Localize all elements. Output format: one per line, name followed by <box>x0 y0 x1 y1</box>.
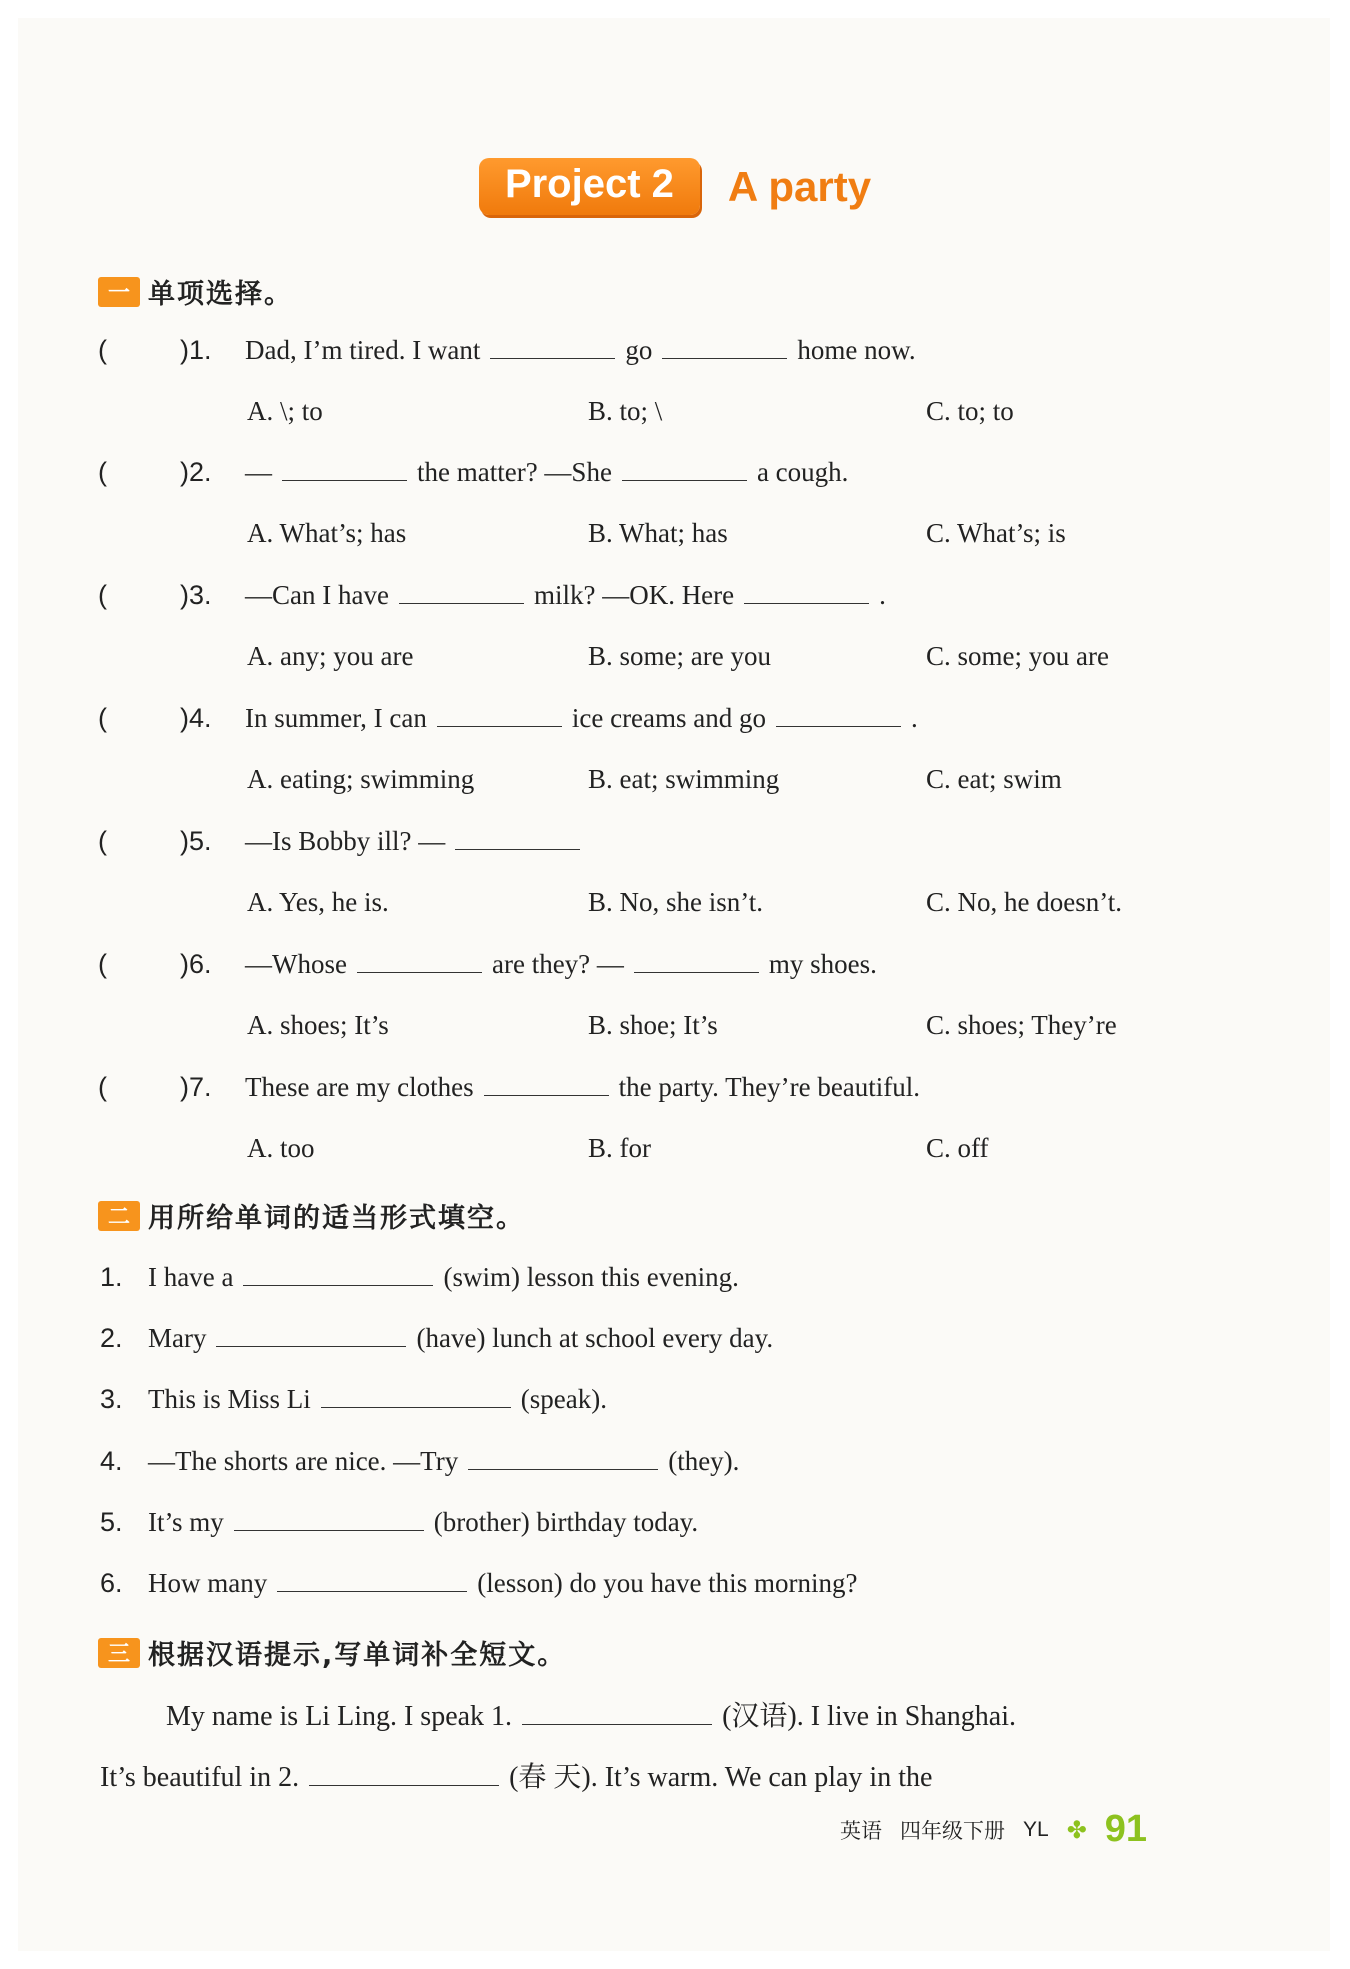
question-6 <box>0 944 1350 984</box>
question-5 <box>0 821 1350 861</box>
answer-paren: ( <box>98 703 107 733</box>
page-footer <box>840 1808 1147 1851</box>
item-number: 4. <box>100 1446 123 1476</box>
answer-blank[interactable] <box>321 1381 511 1408</box>
question-text: —Whose are they? — my shoes. <box>245 944 877 984</box>
answer-blank[interactable] <box>455 823 580 850</box>
question-3 <box>0 575 1350 615</box>
section-1-heading <box>98 272 293 311</box>
answer-blank[interactable] <box>399 577 524 604</box>
question-2 <box>0 452 1350 492</box>
passage <box>100 1686 1220 1808</box>
question-7 <box>0 1067 1350 1107</box>
question-number: )2. <box>180 457 212 487</box>
option-a: A. What’s; has <box>247 518 407 548</box>
section-2-heading <box>98 1196 525 1235</box>
question-number: )1. <box>180 335 212 365</box>
fill-item-1 <box>0 1257 1350 1297</box>
option-a: A. any; you are <box>247 641 414 671</box>
answer-blank[interactable] <box>622 454 747 481</box>
section-2-title: 用所给单词的适当形式填空。 <box>148 1203 525 1234</box>
option-a: A. \; to <box>247 396 323 426</box>
fill-item-2 <box>0 1318 1350 1358</box>
option-c: C. some; you are <box>926 641 1109 671</box>
question-text: These are my clothes the party. They’re beautiful. <box>245 1067 920 1107</box>
option-a: A. shoes; It’s <box>247 1010 389 1040</box>
answer-paren: ( <box>98 335 107 365</box>
fill-item-4 <box>0 1441 1350 1481</box>
question-1 <box>0 330 1350 370</box>
options-4 <box>0 759 1350 799</box>
fill-item-5 <box>0 1502 1350 1542</box>
question-text: —Can I have milk? —OK. Here . <box>245 575 886 615</box>
section-3-heading <box>98 1633 566 1672</box>
option-b: B. shoe; It’s <box>588 1010 718 1040</box>
option-c: C. eat; swim <box>926 764 1062 794</box>
question-text: In summer, I can ice creams and go . <box>245 698 918 738</box>
item-number: 5. <box>100 1507 123 1537</box>
footer-subject: 英语 <box>840 1818 882 1843</box>
question-text: —Is Bobby ill? — <box>245 821 590 861</box>
project-badge: Project 2 <box>479 158 700 215</box>
question-4 <box>0 698 1350 738</box>
item-text: Mary (have) lunch at school every day. <box>148 1318 773 1358</box>
item-number: 6. <box>100 1568 123 1598</box>
answer-blank[interactable] <box>634 946 759 973</box>
answer-paren: ( <box>98 457 107 487</box>
answer-blank[interactable] <box>662 332 787 359</box>
item-text: —The shorts are nice. —Try (they). <box>148 1441 739 1481</box>
item-number: 3. <box>100 1384 123 1414</box>
option-a: A. too <box>247 1133 315 1163</box>
option-b: B. What; has <box>588 518 728 548</box>
answer-blank[interactable] <box>776 700 901 727</box>
answer-blank[interactable] <box>309 1759 499 1786</box>
question-number: )4. <box>180 703 212 733</box>
option-c: C. No, he doesn’t. <box>926 887 1122 917</box>
section-3-number: 三 <box>98 1638 140 1668</box>
answer-blank[interactable] <box>243 1259 433 1286</box>
options-3 <box>0 636 1350 676</box>
answer-blank[interactable] <box>522 1698 712 1725</box>
option-c: C. What’s; is <box>926 518 1066 548</box>
question-number: )5. <box>180 826 212 856</box>
answer-blank[interactable] <box>282 454 407 481</box>
item-text: I have a (swim) lesson this evening. <box>148 1257 739 1297</box>
option-c: C. shoes; They’re <box>926 1010 1117 1040</box>
item-text: How many (lesson) do you have this morning? <box>148 1563 857 1603</box>
answer-blank[interactable] <box>216 1320 406 1347</box>
option-c: C. off <box>926 1133 989 1163</box>
question-text: — the matter? —She a cough. <box>245 452 848 492</box>
option-c: C. to; to <box>926 396 1014 426</box>
options-6 <box>0 1005 1350 1045</box>
answer-blank[interactable] <box>468 1443 658 1470</box>
project-title: A party <box>727 162 872 210</box>
section-1-title: 单项选择。 <box>148 279 293 310</box>
fill-item-3 <box>0 1379 1350 1419</box>
question-number: )3. <box>180 580 212 610</box>
page-number: 91 <box>1104 1808 1148 1850</box>
footer-edition: YL <box>1023 1817 1049 1841</box>
question-number: )6. <box>180 949 212 979</box>
answer-blank[interactable] <box>437 700 562 727</box>
item-text: It’s my (brother) birthday today. <box>148 1502 698 1542</box>
item-number: 2. <box>100 1323 123 1353</box>
item-number: 1. <box>100 1262 123 1292</box>
answer-paren: ( <box>98 1072 107 1102</box>
question-number: )7. <box>180 1072 212 1102</box>
answer-paren: ( <box>98 949 107 979</box>
option-b: B. No, she isn’t. <box>588 887 764 917</box>
answer-blank[interactable] <box>484 1069 609 1096</box>
section-3-title: 根据汉语提示,写单词补全短文。 <box>148 1640 567 1671</box>
options-2 <box>0 513 1350 553</box>
option-a: A. Yes, he is. <box>247 887 389 917</box>
answer-blank[interactable] <box>744 577 869 604</box>
option-b: B. some; are you <box>588 641 771 671</box>
passage-line-2: It’s beautiful in 2. (春 天). It’s warm. We can play in the <box>100 1747 1220 1808</box>
option-b: B. for <box>588 1133 651 1163</box>
clover-icon: ✤ <box>1066 1815 1087 1844</box>
question-text: Dad, I’m tired. I want go home now. <box>245 330 916 370</box>
options-1 <box>0 391 1350 431</box>
answer-blank[interactable] <box>234 1504 424 1531</box>
option-b: B. to; \ <box>588 396 663 426</box>
options-5 <box>0 882 1350 922</box>
answer-paren: ( <box>98 826 107 856</box>
section-2-number: 二 <box>98 1201 140 1231</box>
fill-item-6 <box>0 1563 1350 1603</box>
answer-paren: ( <box>98 580 107 610</box>
item-text: This is Miss Li (speak). <box>148 1379 607 1419</box>
answer-blank[interactable] <box>490 332 615 359</box>
section-1-number: 一 <box>98 277 140 307</box>
answer-blank[interactable] <box>357 946 482 973</box>
passage-line-1: My name is Li Ling. I speak 1. (汉语). I live in Shanghai. <box>100 1686 1220 1747</box>
footer-grade: 四年级下册 <box>900 1818 1005 1843</box>
answer-blank[interactable] <box>277 1565 467 1592</box>
options-7 <box>0 1128 1350 1168</box>
project-header <box>0 158 1350 215</box>
option-b: B. eat; swimming <box>588 764 780 794</box>
option-a: A. eating; swimming <box>247 764 475 794</box>
